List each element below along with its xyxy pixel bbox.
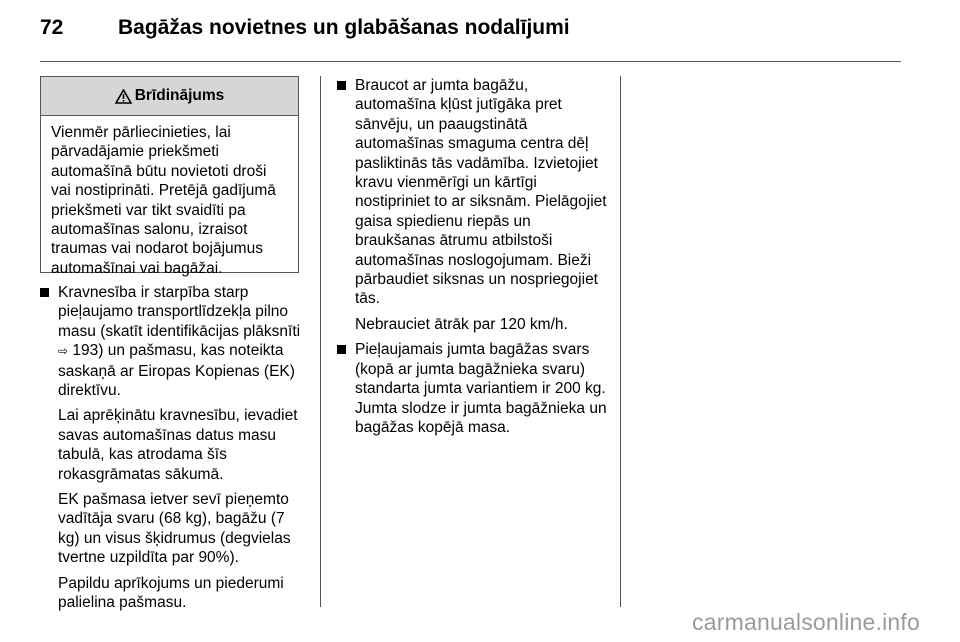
paragraph: Lai aprēķinātu kravnesību, ievadiet savas automašīnas datus masu tabulā, kas atrodama šīs rokasgrāmatas sākumā. <box>58 407 298 483</box>
page-title: Bagāžas novietnes un glabāšanas nodalījumi <box>118 16 570 39</box>
warning-triangle-icon <box>115 89 132 104</box>
paragraph: EK pašmasa ietver sevī pieņemto vadītāja svaru (68 kg), bagāžu (7 kg) un visus šķidrumus (degvielas tvertne uzpildīta par 90%). <box>58 491 291 567</box>
list-item <box>337 340 609 437</box>
bullet-square <box>337 81 346 90</box>
paragraph: Nebrauciet ātrāk par 120 km/h. <box>355 315 568 333</box>
warning-header <box>41 77 298 116</box>
bullet-square <box>40 288 49 297</box>
right-column <box>337 76 609 443</box>
warning-box <box>40 76 299 277</box>
page-reference-arrow-icon[interactable]: ⇨ <box>58 344 69 359</box>
column-divider-right <box>620 76 621 607</box>
page-number: 72 <box>40 16 64 39</box>
item-text-continued: 193) un pašmasu, kas noteikta saskaņā ar Eiropas Kopienas (EK) direktīvu. <box>58 342 295 400</box>
list-item <box>40 283 308 400</box>
watermark: carmanualsonline.info <box>692 609 920 635</box>
item-text: Braucot ar jumta bagāžu, automašīna kļūst jutīgāka pret sānvēju, un paaugstinātā automašīnas smaguma centra dēļ pasliktinās tās vadāmība. Izvietojiet kravu vienmērīgi un kārtīgi nostipriniet to ar siksnām. Pielāgojiet gaisa spiedienu riepās un braukšanas ātrumu atbilstoši automašīnas noslogojumam. Bieži pārbaudiet siksnas un nospriegojiet tās. <box>355 77 607 308</box>
paragraph: Papildu aprīkojums un piederumi palielina pašmasu. <box>58 574 284 612</box>
header-divider <box>40 61 901 62</box>
column-divider-left <box>320 76 321 607</box>
warning-text: Vienmēr pārliecinieties, lai pārvadājamie priekšmeti automašīnā būtu novietoti droši vai nostiprināti. Pretējā gadījumā priekšmeti var tikt svaidīti pa automašīnas salonu, izraisot traumas vai nodarot bojājumus automašīnai vai bagāžai. <box>51 124 276 277</box>
warning-title: Brīdinājums <box>134 87 225 104</box>
item-text: Pieļaujamais jumta bagāžas svars (kopā ar jumta bagāžnieka svaru) standarta jumta variantiem ir 200 kg. Jumta slodze ir jumta bagāžnieka un bagāžas kopējā masa. <box>355 341 607 436</box>
list-item <box>337 76 609 309</box>
left-column <box>40 283 308 613</box>
item-text: Kravnesība ir starpība starp pieļaujamo transportlīdzekļa pilno masu (skatīt identifikācijas plāksnīti <box>58 284 301 340</box>
bullet-square <box>337 345 346 354</box>
